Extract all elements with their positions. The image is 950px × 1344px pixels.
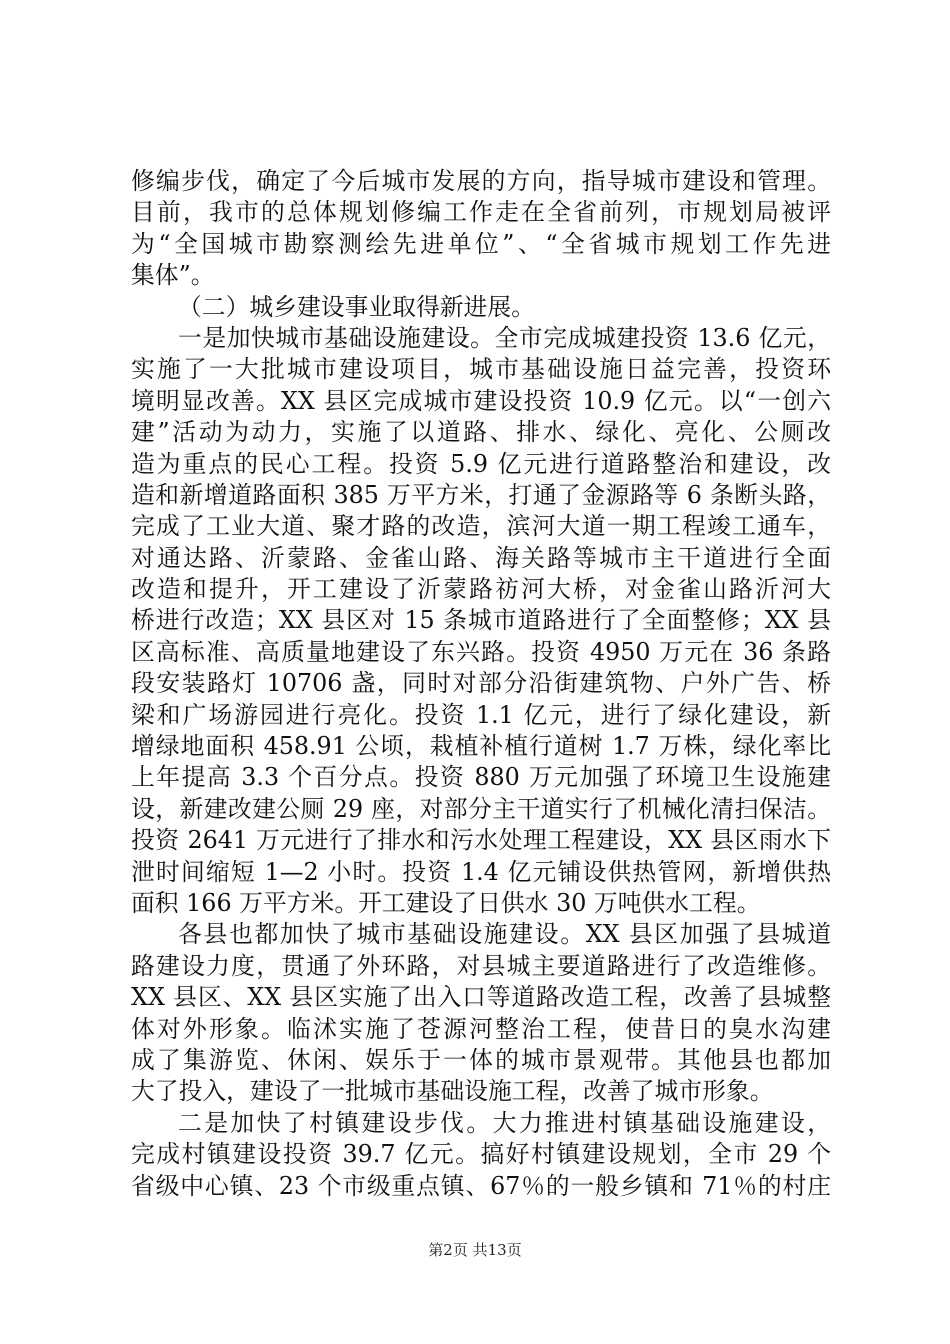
text-line: 二是加快了村镇建设步伐。大力推进村镇基础设施建设，: [178, 1108, 831, 1137]
text-line: 完成了工业大道、聚才路的改造，滨河大道一期工程竣工通车，: [131, 512, 831, 541]
text-line: 面积 166 万平方米。开工建设了日供水 30 万吨供水工程。: [131, 888, 761, 917]
text-line: 境明显改善。XX 县区完成城市建设投资 10.9 亿元。以“一创六: [131, 386, 831, 415]
text-line: 体对外形象。临沭实施了苍源河整治工程，使昔日的臭水沟建: [131, 1014, 831, 1043]
text-line: 集体”。: [131, 261, 215, 290]
text-line: 造和新增道路面积 385 万平方米，打通了金源路等 6 条断头路，: [131, 480, 831, 509]
text-line: 改造和提升，开工建设了沂蒙路祊河大桥，对金雀山路沂河大: [131, 575, 831, 604]
text-line: 上年提高 3.3 个百分点。投资 880 万元加强了环境卫生设施建: [131, 763, 831, 792]
text-line: 投资 2641 万元进行了排水和污水处理工程建设，XX 县区雨水下: [131, 826, 831, 855]
text-line: 段安装路灯 10706 盏，同时对部分沿街建筑物、户外广告、桥: [131, 669, 831, 698]
text-line: 实施了一大批城市建设项目，城市基础设施日益完善，投资环: [131, 355, 831, 384]
text-line: 区高标准、高质量地建设了东兴路。投资 4950 万元在 36 条路: [131, 637, 831, 666]
text-line: 梁和广场游园进行亮化。投资 1.1 亿元，进行了绿化建设，新: [131, 700, 831, 729]
text-line: 完成村镇建设投资 39.7 亿元。搞好村镇建设规划，全市 29 个: [131, 1140, 831, 1169]
page-number-footer: 第2页 共13页: [428, 1241, 522, 1259]
text-line: （二）城乡建设事业取得新进展。: [178, 292, 535, 321]
text-line: 省级中心镇、23 个市级重点镇、67％的一般乡镇和 71％的村庄: [131, 1171, 831, 1200]
text-line: 一是加快城市基础设施建设。全市完成城建投资 13.6 亿元，: [178, 323, 831, 352]
text-line: 为“全国城市勘察测绘先进单位”、“全省城市规划工作先进: [131, 229, 831, 258]
text-line: 造为重点的民心工程。投资 5.9 亿元进行道路整治和建设，改: [131, 449, 831, 478]
text-line: 桥进行改造；XX 县区对 15 条城市道路进行了全面整修；XX 县: [131, 606, 831, 635]
text-line: 对通达路、沂蒙路、金雀山路、海关路等城市主干道进行全面: [131, 543, 831, 572]
text-line: 设，新建改建公厕 29 座，对部分主干道实行了机械化清扫保洁。: [131, 794, 831, 823]
text-line: 建”活动为动力，实施了以道路、排水、绿化、亮化、公厕改: [131, 418, 831, 447]
text-line: 各县也都加快了城市基础设施建设。XX 县区加强了县城道: [178, 920, 831, 949]
text-line: 路建设力度，贯通了外环路，对县城主要道路进行了改造维修。: [131, 951, 831, 980]
text-line: 大了投入，建设了一批城市基础设施工程，改善了城市形象。: [131, 1077, 774, 1106]
text-line: 目前，我市的总体规划修编工作走在全省前列，市规划局被评: [131, 198, 831, 227]
text-line: 泄时间缩短 1—2 小时。投资 1.4 亿元铺设供热管网，新增供热: [131, 857, 831, 886]
text-line: 增绿地面积 458.91 公顷，栽植补植行道树 1.7 万株，绿化率比: [131, 732, 831, 761]
body-text: [131, 166, 831, 1202]
text-line: 修编步伐，确定了今后城市发展的方向，指导城市建设和管理。: [131, 167, 831, 195]
text-line: XX 县区、XX 县区实施了出入口等道路改造工程，改善了县城整: [131, 983, 831, 1012]
text-line: 成了集游览、休闲、娱乐于一体的城市景观带。其他县也都加: [131, 1045, 831, 1074]
